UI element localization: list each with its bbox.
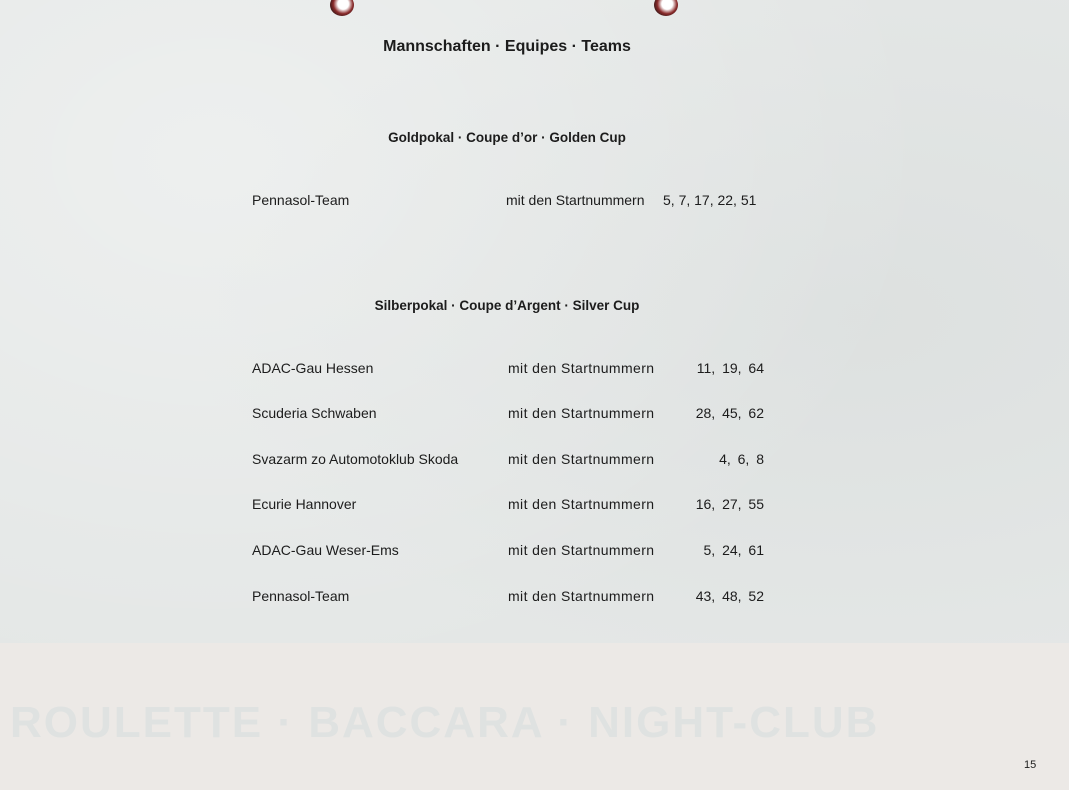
- start-numbers: 28, 45, 62: [695, 405, 764, 421]
- start-numbers-label: mit den Startnummern: [508, 451, 655, 467]
- silver-cup-row: [252, 360, 782, 380]
- start-numbers: 5, 24, 61: [703, 542, 764, 558]
- team-name: Pennasol-Team: [252, 588, 350, 604]
- background-advert-text: ROULETTE · BACCARA · NIGHT-CLUB: [10, 698, 880, 747]
- gold-cup-heading: Goldpokal · Coupe d’or · Golden Cup: [388, 130, 626, 145]
- start-numbers-label: mit den Startnummern: [508, 588, 655, 604]
- start-numbers-label: mit den Startnummern: [508, 496, 655, 512]
- start-numbers: 16, 27, 55: [695, 496, 764, 512]
- team-name: Ecurie Hannover: [252, 496, 357, 512]
- team-name: Pennasol-Team: [252, 192, 350, 208]
- start-numbers-label: mit den Startnummern: [508, 542, 655, 558]
- silver-cup-row: [252, 496, 782, 516]
- team-name: ADAC-Gau Weser-Ems: [252, 542, 399, 558]
- page-title: Mannschaften · Equipes · Teams: [383, 38, 631, 55]
- binder-hole-right: [654, 0, 678, 16]
- silver-cup-row: [252, 451, 782, 471]
- start-numbers: 5, 7, 17, 22, 51: [663, 192, 757, 208]
- page-number: 15: [1024, 759, 1037, 771]
- team-name: Scuderia Schwaben: [252, 405, 377, 421]
- silver-cup-row: [252, 405, 782, 425]
- start-numbers-label: mit den Startnummern: [508, 360, 655, 376]
- start-numbers: 11, 19, 64: [696, 360, 764, 376]
- silver-cup-row: [252, 542, 782, 562]
- start-numbers: 4, 6, 8: [719, 451, 764, 467]
- silver-cup-heading: Silberpokal · Coupe d’Argent · Silver Cup: [374, 298, 640, 313]
- silver-cup-row: [252, 588, 782, 608]
- start-numbers-label: mit den Startnummern: [508, 405, 655, 421]
- team-name: ADAC-Gau Hessen: [252, 360, 374, 376]
- team-name: Svazarm zo Automotoklub Skoda: [252, 451, 459, 467]
- start-numbers: 43, 48, 52: [695, 588, 764, 604]
- start-numbers-label: mit den Startnummern: [506, 192, 645, 208]
- binder-hole-left: [330, 0, 354, 16]
- gold-cup-row: [252, 192, 782, 212]
